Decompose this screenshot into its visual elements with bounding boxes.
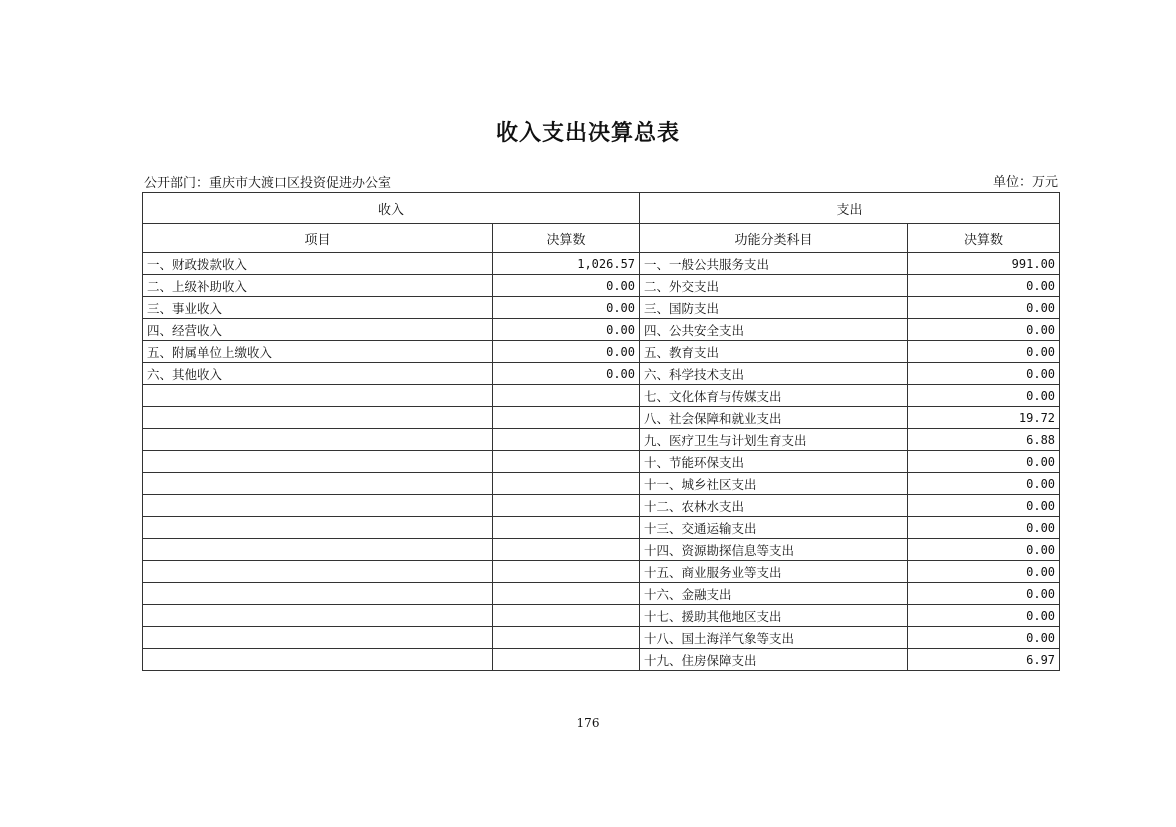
expense-category-cell: 十八、国土海洋气象等支出 bbox=[640, 627, 908, 649]
income-amount-cell bbox=[493, 649, 640, 671]
amount-column-header: 决算数 bbox=[493, 224, 640, 253]
expense-amount-cell: 0.00 bbox=[908, 473, 1060, 495]
expense-category-cell: 二、外交支出 bbox=[640, 275, 908, 297]
expense-category-cell: 六、科学技术支出 bbox=[640, 363, 908, 385]
expense-amount-cell: 0.00 bbox=[908, 363, 1060, 385]
income-item-cell bbox=[143, 495, 493, 517]
expense-category-cell: 十七、援助其他地区支出 bbox=[640, 605, 908, 627]
income-amount-cell bbox=[493, 561, 640, 583]
page-title: 收入支出决算总表 bbox=[495, 120, 680, 146]
page-number: 176 bbox=[576, 716, 600, 730]
table-row bbox=[143, 561, 1060, 583]
income-item-cell bbox=[143, 627, 493, 649]
expense-amount-cell: 0.00 bbox=[908, 539, 1060, 561]
income-amount-cell bbox=[493, 429, 640, 451]
expense-group-header: 支出 bbox=[640, 193, 1060, 224]
expense-amount-cell: 0.00 bbox=[908, 451, 1060, 473]
income-item-cell bbox=[143, 517, 493, 539]
income-item-cell: 二、上级补助收入 bbox=[143, 275, 493, 297]
table-row bbox=[143, 319, 1060, 341]
income-item-cell: 六、其他收入 bbox=[143, 363, 493, 385]
column-header-row bbox=[143, 224, 1060, 253]
income-item-cell: 四、经营收入 bbox=[143, 319, 493, 341]
table-row bbox=[143, 473, 1060, 495]
table-row bbox=[143, 297, 1060, 319]
table-row bbox=[143, 363, 1060, 385]
table-row bbox=[143, 495, 1060, 517]
amount2-column-header: 决算数 bbox=[908, 224, 1060, 253]
income-item-cell bbox=[143, 429, 493, 451]
income-amount-cell: 1,026.57 bbox=[493, 253, 640, 275]
expense-category-cell: 五、教育支出 bbox=[640, 341, 908, 363]
expense-amount-cell: 0.00 bbox=[908, 495, 1060, 517]
expense-category-cell: 十、节能环保支出 bbox=[640, 451, 908, 473]
table-row bbox=[143, 253, 1060, 275]
income-item-cell: 一、财政拨款收入 bbox=[143, 253, 493, 275]
table-row bbox=[143, 539, 1060, 561]
expense-category-cell: 十三、交通运输支出 bbox=[640, 517, 908, 539]
income-amount-cell bbox=[493, 451, 640, 473]
table-row bbox=[143, 407, 1060, 429]
expense-amount-cell: 0.00 bbox=[908, 561, 1060, 583]
income-item-cell bbox=[143, 451, 493, 473]
income-amount-cell bbox=[493, 407, 640, 429]
expense-category-cell: 十九、住房保障支出 bbox=[640, 649, 908, 671]
expense-amount-cell: 0.00 bbox=[908, 341, 1060, 363]
income-amount-cell: 0.00 bbox=[493, 319, 640, 341]
item-column-header: 项目 bbox=[143, 224, 493, 253]
expense-category-cell: 九、医疗卫生与计划生育支出 bbox=[640, 429, 908, 451]
table-row bbox=[143, 517, 1060, 539]
income-amount-cell bbox=[493, 517, 640, 539]
income-amount-cell bbox=[493, 473, 640, 495]
income-item-cell bbox=[143, 473, 493, 495]
expense-category-cell: 三、国防支出 bbox=[640, 297, 908, 319]
expense-category-cell: 十一、城乡社区支出 bbox=[640, 473, 908, 495]
income-amount-cell: 0.00 bbox=[493, 363, 640, 385]
expense-amount-cell: 0.00 bbox=[908, 627, 1060, 649]
table-row bbox=[143, 385, 1060, 407]
expense-category-cell: 一、一般公共服务支出 bbox=[640, 253, 908, 275]
department-label: 公开部门：重庆市大渡口区投资促进办公室 bbox=[144, 176, 392, 191]
expense-category-cell: 八、社会保障和就业支出 bbox=[640, 407, 908, 429]
group-header-row bbox=[143, 193, 1060, 224]
income-item-cell: 五、附属单位上缴收入 bbox=[143, 341, 493, 363]
table-row bbox=[143, 429, 1060, 451]
table-row bbox=[143, 649, 1060, 671]
category-column-header: 功能分类科目 bbox=[640, 224, 908, 253]
income-amount-cell bbox=[493, 539, 640, 561]
table-row bbox=[143, 341, 1060, 363]
income-amount-cell bbox=[493, 605, 640, 627]
table-row bbox=[143, 627, 1060, 649]
expense-amount-cell: 0.00 bbox=[908, 297, 1060, 319]
expense-amount-cell: 0.00 bbox=[908, 517, 1060, 539]
table-row bbox=[143, 275, 1060, 297]
expense-category-cell: 四、公共安全支出 bbox=[640, 319, 908, 341]
income-item-cell bbox=[143, 385, 493, 407]
income-amount-cell: 0.00 bbox=[493, 275, 640, 297]
income-amount-cell: 0.00 bbox=[493, 297, 640, 319]
expense-amount-cell: 0.00 bbox=[908, 605, 1060, 627]
income-expense-table bbox=[142, 192, 1060, 671]
income-item-cell bbox=[143, 561, 493, 583]
expense-category-cell: 十六、金融支出 bbox=[640, 583, 908, 605]
expense-category-cell: 七、文化体育与传媒支出 bbox=[640, 385, 908, 407]
income-amount-cell bbox=[493, 385, 640, 407]
income-item-cell bbox=[143, 407, 493, 429]
income-group-header: 收入 bbox=[143, 193, 640, 224]
income-item-cell bbox=[143, 649, 493, 671]
expense-category-cell: 十五、商业服务业等支出 bbox=[640, 561, 908, 583]
unit-label: 单位：万元 bbox=[992, 175, 1058, 190]
table-row bbox=[143, 451, 1060, 473]
income-item-cell bbox=[143, 539, 493, 561]
income-amount-cell bbox=[493, 583, 640, 605]
expense-amount-cell: 0.00 bbox=[908, 319, 1060, 341]
expense-amount-cell: 6.97 bbox=[908, 649, 1060, 671]
income-amount-cell bbox=[493, 495, 640, 517]
expense-category-cell: 十二、农林水支出 bbox=[640, 495, 908, 517]
income-item-cell bbox=[143, 583, 493, 605]
income-item-cell: 三、事业收入 bbox=[143, 297, 493, 319]
income-amount-cell: 0.00 bbox=[493, 341, 640, 363]
income-item-cell bbox=[143, 605, 493, 627]
income-amount-cell bbox=[493, 627, 640, 649]
expense-amount-cell: 0.00 bbox=[908, 385, 1060, 407]
expense-category-cell: 十四、资源勘探信息等支出 bbox=[640, 539, 908, 561]
expense-amount-cell: 0.00 bbox=[908, 275, 1060, 297]
table-row bbox=[143, 605, 1060, 627]
table-row bbox=[143, 583, 1060, 605]
expense-amount-cell: 991.00 bbox=[908, 253, 1060, 275]
expense-amount-cell: 0.00 bbox=[908, 583, 1060, 605]
expense-amount-cell: 6.88 bbox=[908, 429, 1060, 451]
expense-amount-cell: 19.72 bbox=[908, 407, 1060, 429]
